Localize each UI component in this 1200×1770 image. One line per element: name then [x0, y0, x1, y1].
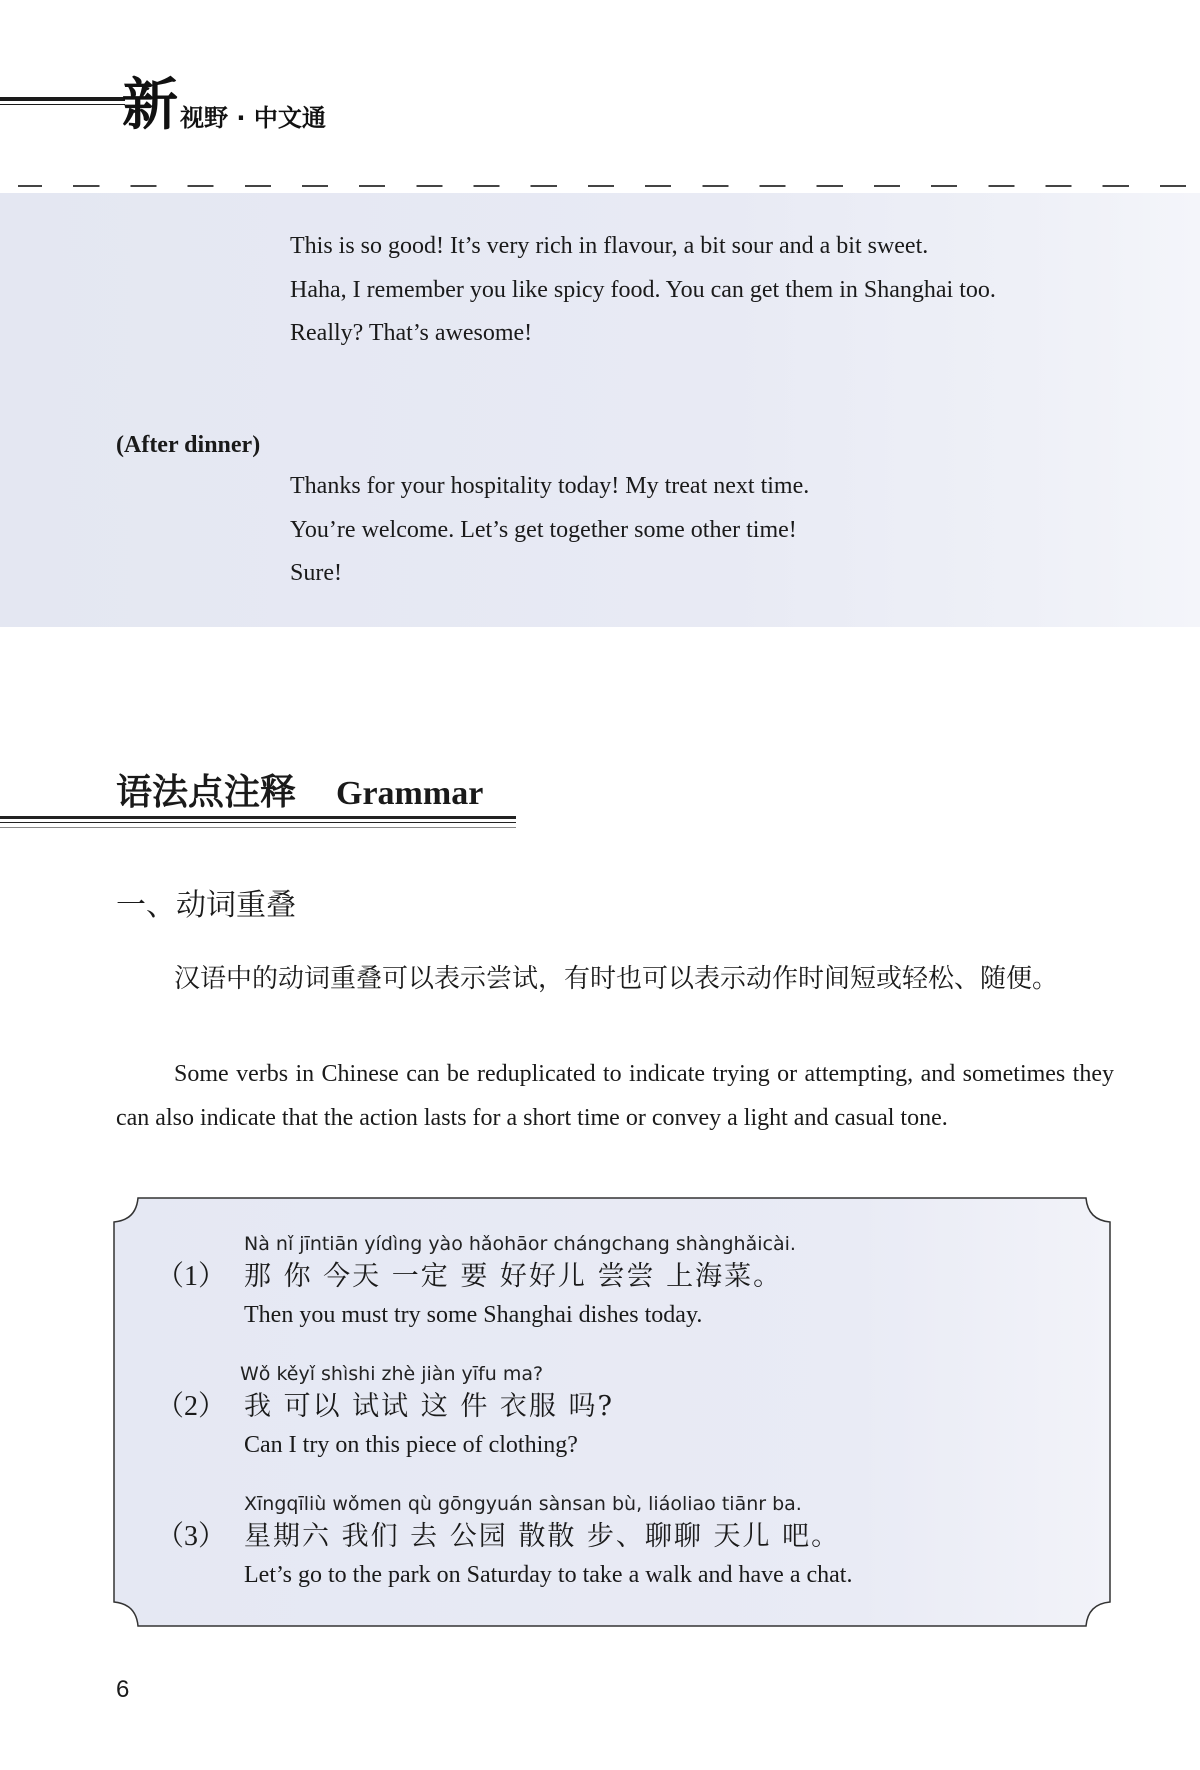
example-pinyin: Nà nǐ jīntiān yídìng yào hǎohāor chángchang shànghǎicài. [244, 1233, 796, 1255]
example-english: Then you must try some Shanghai dishes today. [244, 1302, 703, 1328]
example-english: Can I try on this piece of clothing? [244, 1432, 578, 1458]
heading-rule [0, 822, 516, 823]
example-number: （3） [156, 1521, 227, 1552]
header-rule [0, 97, 125, 101]
page-number: 6 [116, 1676, 130, 1703]
series-title: 视野 · 中文通 [180, 104, 326, 132]
header-dashed-divider [18, 185, 1200, 187]
dialogue-line: Sure! [290, 560, 342, 586]
english-explanation-text: Some verbs in Chinese can be reduplicated to indicate trying or attempting, and sometimes they can also indicate that the action lasts for a short time or convey a light and casual tone. [116, 1061, 1114, 1131]
dialogue-line: Thanks for your hospitality today! My treat next time. [290, 473, 810, 499]
chinese-explanation-text: 汉语中的动词重叠可以表示尝试，有时也可以表示动作时间短或轻松、随便。 [174, 964, 1059, 994]
heading-rule [0, 816, 516, 819]
english-explanation [116, 1052, 1114, 1140]
section-title: 一、动词重叠 [116, 888, 296, 923]
series-logo-mark: 新 [122, 73, 176, 138]
dialogue-line: This is so good! It’s very rich in flavour, a bit sour and a bit sweet. [290, 233, 929, 259]
example-chinese: 我 可以 试试 这 件 衣服 吗? [244, 1391, 614, 1422]
dialogue-line: You’re welcome. Let’s get together some other time! [290, 517, 797, 543]
grammar-heading-zh: 语法点注释 [116, 772, 297, 813]
example-chinese: 那 你 今天 一定 要 好好儿 尝尝 上海菜。 [244, 1261, 783, 1292]
example-number: （1） [156, 1261, 227, 1292]
grammar-heading [116, 764, 483, 815]
example-pinyin: Xīngqīliù wǒmen qù gōngyuán sànsan bù, liáoliao tiānr ba. [244, 1493, 802, 1515]
dialogue-line: Haha, I remember you like spicy food. You can get them in Shanghai too. [290, 277, 996, 303]
header-rule-thin [0, 104, 125, 105]
scene-label: (After dinner) [116, 432, 261, 458]
grammar-heading-en: Grammar [336, 775, 484, 812]
example-box [112, 1196, 1112, 1628]
heading-rule [0, 827, 516, 828]
example-chinese: 星期六 我们 去 公园 散散 步、聊聊 天儿 吧。 [244, 1521, 841, 1552]
example-number: （2） [156, 1391, 227, 1422]
example-english: Let’s go to the park on Saturday to take a walk and have a chat. [244, 1562, 853, 1588]
chinese-explanation [116, 955, 1114, 1004]
dialogue-line: Really? That’s awesome! [290, 320, 533, 346]
example-pinyin: Wǒ kěyǐ shìshi zhè jiàn yīfu ma? [240, 1363, 544, 1385]
dialogue-panel [0, 193, 1200, 627]
